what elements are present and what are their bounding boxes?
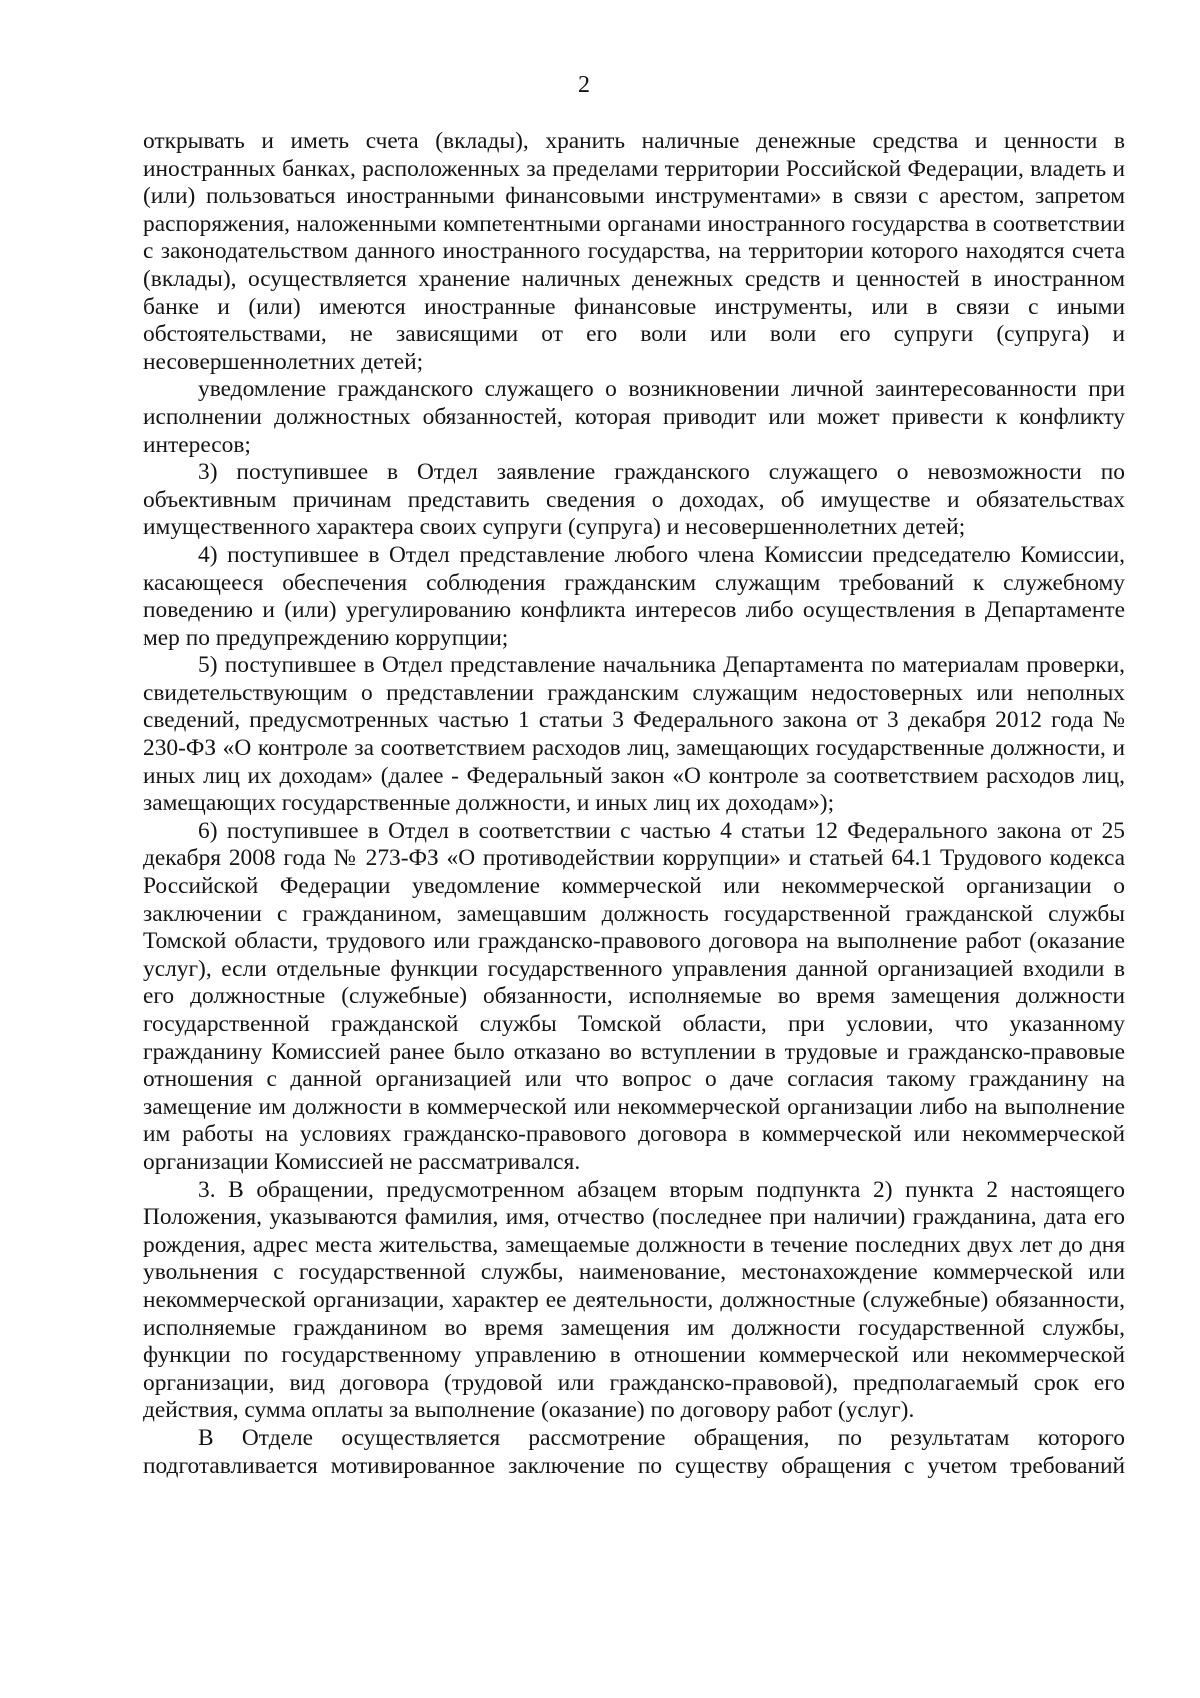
paragraph-item-6: 6) поступившее в Отдел в соответствии с частью 4 статьи 12 Федерального закона от 25 декабря 2008 года № 273-ФЗ «О противодействии коррупции» и статьей 64.1 Трудового кодекса Российской Федерации уведомление коммерческой или некоммерческой организации о заключении с гражданином, замещавшим должность государственной гражданской службы Томской области, трудового или гражданско-правового договора на выполнение работ (оказание услуг), если отдельные функции государственного управления данной организацией входили в его должностные (служебные) обязанности, исполняемые во время замещения должности государственной гражданской службы Томской области, при условии, что указанному гражданину Комиссией ранее было отказано во вступлении в трудовые и гражданско-правовые отношения с данной организацией или что вопрос о даче согласия такому гражданину на замещение им должности в коммерческой или некоммерческой организации либо на выполнение им работы на условиях гражданско-правового договора в коммерческой или некоммерческой организации Комиссией не рассматривался. [143, 817, 1125, 1175]
paragraph-item-4: 4) поступившее в Отдел представление любого члена Комиссии председателю Комиссии, касающееся обеспечения соблюдения гражданским служащим требований к служебному поведению и (или) урегулированию конфликта интересов либо осуществления в Департаменте мер по предупреждению коррупции; [143, 541, 1125, 651]
paragraph-item-3: 3) поступившее в Отдел заявление гражданского служащего о невозможности по объективным причинам представить сведения о доходах, об имуществе и обязательствах имущественного характера своих супруги (супруга) и несовершеннолетних детей; [143, 459, 1125, 541]
paragraph-conflict-notice: уведомление гражданского служащего о возникновении личной заинтересованности при исполнении должностных обязанностей, которая приводит или может привести к конфликту интересов; [143, 376, 1125, 458]
paragraph-section-3: 3. В обращении, предусмотренном абзацем вторым подпункта 2) пункта 2 настоящего Положения, указываются фамилия, имя, отчество (последнее при наличии) гражданина, дата его рождения, адрес места жительства, замещаемые должности в течение последних двух лет до дня увольнения с государственной службы, наименование, местонахождение коммерческой или некоммерческой организации, характер ее деятельности, должностные (служебные) обязанности, исполняемые гражданином во время замещения им должности государственной службы, функции по государственному управлению в отношении коммерческой или некоммерческой организации, вид договора (трудовой или гражданско-правовой), предполагаемый срок его действия, сумма оплаты за выполнение (оказание) по договору работ (услуг). [143, 1176, 1125, 1424]
document-body [143, 128, 1125, 1480]
paragraph-item-5: 5) поступившее в Отдел представление начальника Департамента по материалам проверки, свидетельствующим о представлении гражданским служащим недостоверных или неполных сведений, предусмотренных частью 1 статьи 3 Федерального закона от 3 декабря 2012 года № 230-ФЗ «О контроле за соответствием расходов лиц, замещающих государственные должности, и иных лиц их доходам» (далее - Федеральный закон «О контроле за соответствием расходов лиц, замещающих государственные должности, и иных лиц их доходам»); [143, 652, 1125, 817]
paragraph-continuation: открывать и иметь счета (вклады), хранить наличные денежные средства и ценности в иностранных банках, расположенных за пределами территории Российской Федерации, владеть и (или) пользоваться иностранными финансовыми инструментами» в связи с арестом, запретом распоряжения, наложенными компетентными органами иностранного государства в соответствии с законодательством данного иностранного государства, на территории которого находятся счета (вклады), осуществляется хранение наличных денежных средств и ценностей в иностранном банке и (или) имеются иностранные финансовые инструменты, или в связи с иными обстоятельствами, не зависящими от его воли или воли его супруги (супруга) и несовершеннолетних детей; [143, 128, 1125, 375]
page-number: 2 [578, 72, 590, 98]
paragraph-review: В Отделе осуществляется рассмотрение обращения, по результатам которого подготавливается мотивированное заключение по существу обращения с учетом требований [143, 1424, 1125, 1479]
